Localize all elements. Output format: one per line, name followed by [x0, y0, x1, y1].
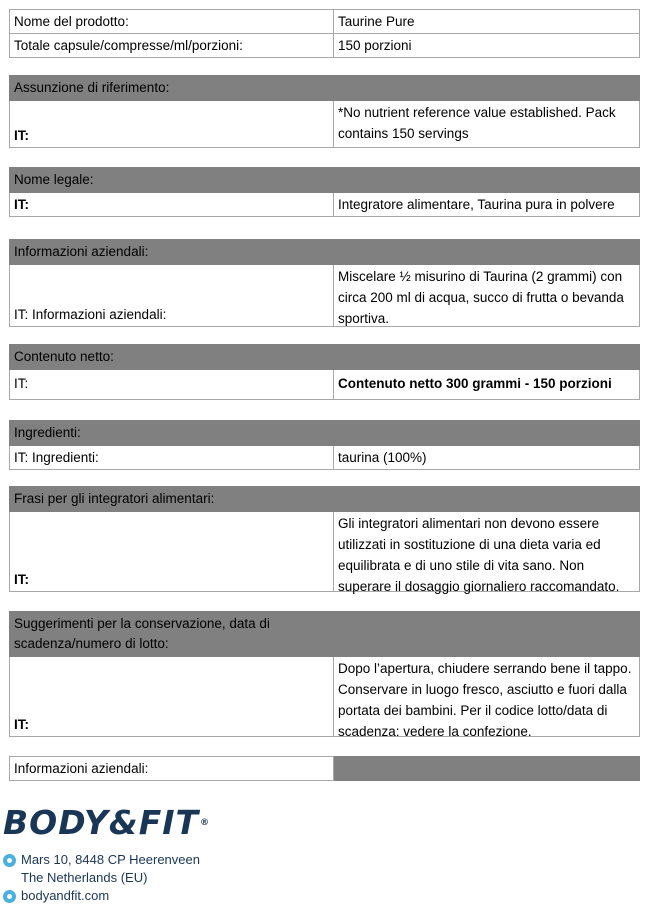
table-row	[9, 370, 640, 400]
address-line1: Mars 10, 8448 CP Heerenveen	[3, 851, 200, 869]
section-label: IT:	[9, 512, 334, 592]
section-header: Assunzione di riferimento:	[9, 75, 640, 101]
company-info-row	[9, 756, 640, 781]
company-info-label: Informazioni aziendali:	[9, 756, 334, 781]
product-name-value: Taurine Pure	[334, 9, 640, 34]
section-label: IT:	[9, 193, 334, 217]
servings-label: Totale capsule/compresse/ml/porzioni:	[9, 34, 334, 58]
bodyandfit-logo: BODY&FIT®	[3, 803, 211, 842]
table-row	[9, 9, 640, 34]
table-row	[9, 756, 640, 781]
product-name-label: Nome del prodotto:	[9, 9, 334, 34]
section-value: Contenuto netto 300 grammi - 150 porzioni	[334, 370, 640, 400]
address-line2: The Netherlands (EU)	[21, 870, 148, 885]
section-supplement-phrases	[9, 486, 640, 592]
section-value: Integratore alimentare, Taurina pura in polvere	[334, 193, 640, 217]
section-value: taurina (100%)	[334, 446, 640, 470]
section-label: IT:	[9, 657, 334, 737]
table-row	[9, 193, 640, 217]
table-row	[9, 657, 640, 737]
product-info-table	[9, 9, 640, 58]
section-header: Nome legale:	[9, 167, 640, 193]
section-header: Suggerimenti per la conservazione, data di scadenza/numero di lotto:	[9, 611, 640, 657]
section-company-info	[9, 239, 640, 327]
section-ingredients	[9, 420, 640, 470]
section-header: Informazioni aziendali:	[9, 239, 640, 265]
location-pin-icon	[3, 854, 16, 867]
table-row	[9, 512, 640, 592]
table-row	[9, 265, 640, 327]
section-label: IT: Ingredienti:	[9, 446, 334, 470]
section-header: Frasi per gli integratori alimentari:	[9, 486, 640, 512]
section-value: Dopo l’apertura, chiudere serrando bene il tappo. Conservare in luogo fresco, asciutto e fuori dalla portata dei bambini. Per il codice lotto/data di scadenza: vedere la confezione.	[334, 657, 640, 737]
section-legal-name	[9, 167, 640, 217]
section-reference-intake	[9, 75, 640, 148]
website[interactable]: bodyandfit.com	[3, 887, 109, 905]
table-row	[9, 101, 640, 148]
servings-value: 150 porzioni	[334, 34, 640, 58]
section-value: Miscelare ½ misurino di Taurina (2 grammi) con circa 200 ml di acqua, succo di frutta o bevanda sportiva.	[334, 265, 640, 327]
section-net-content	[9, 344, 640, 400]
section-header: Ingredienti:	[9, 420, 640, 446]
section-value: *No nutrient reference value established. Pack contains 150 servings	[334, 101, 640, 148]
section-header: Contenuto netto:	[9, 344, 640, 370]
section-label: IT:	[9, 370, 334, 400]
table-row	[9, 34, 640, 58]
table-row	[9, 446, 640, 470]
section-value: Gli integratori alimentari non devono essere utilizzati in sostituzione di una dieta varia ed equilibrata e di uno stile di vita sano. Non superare il dosaggio giornaliero raccomandato.	[334, 512, 640, 592]
globe-icon	[3, 890, 16, 903]
section-storage	[9, 611, 640, 737]
company-info-value	[334, 756, 640, 781]
section-label: IT: Informazioni aziendali:	[9, 265, 334, 327]
section-label: IT:	[9, 101, 334, 148]
